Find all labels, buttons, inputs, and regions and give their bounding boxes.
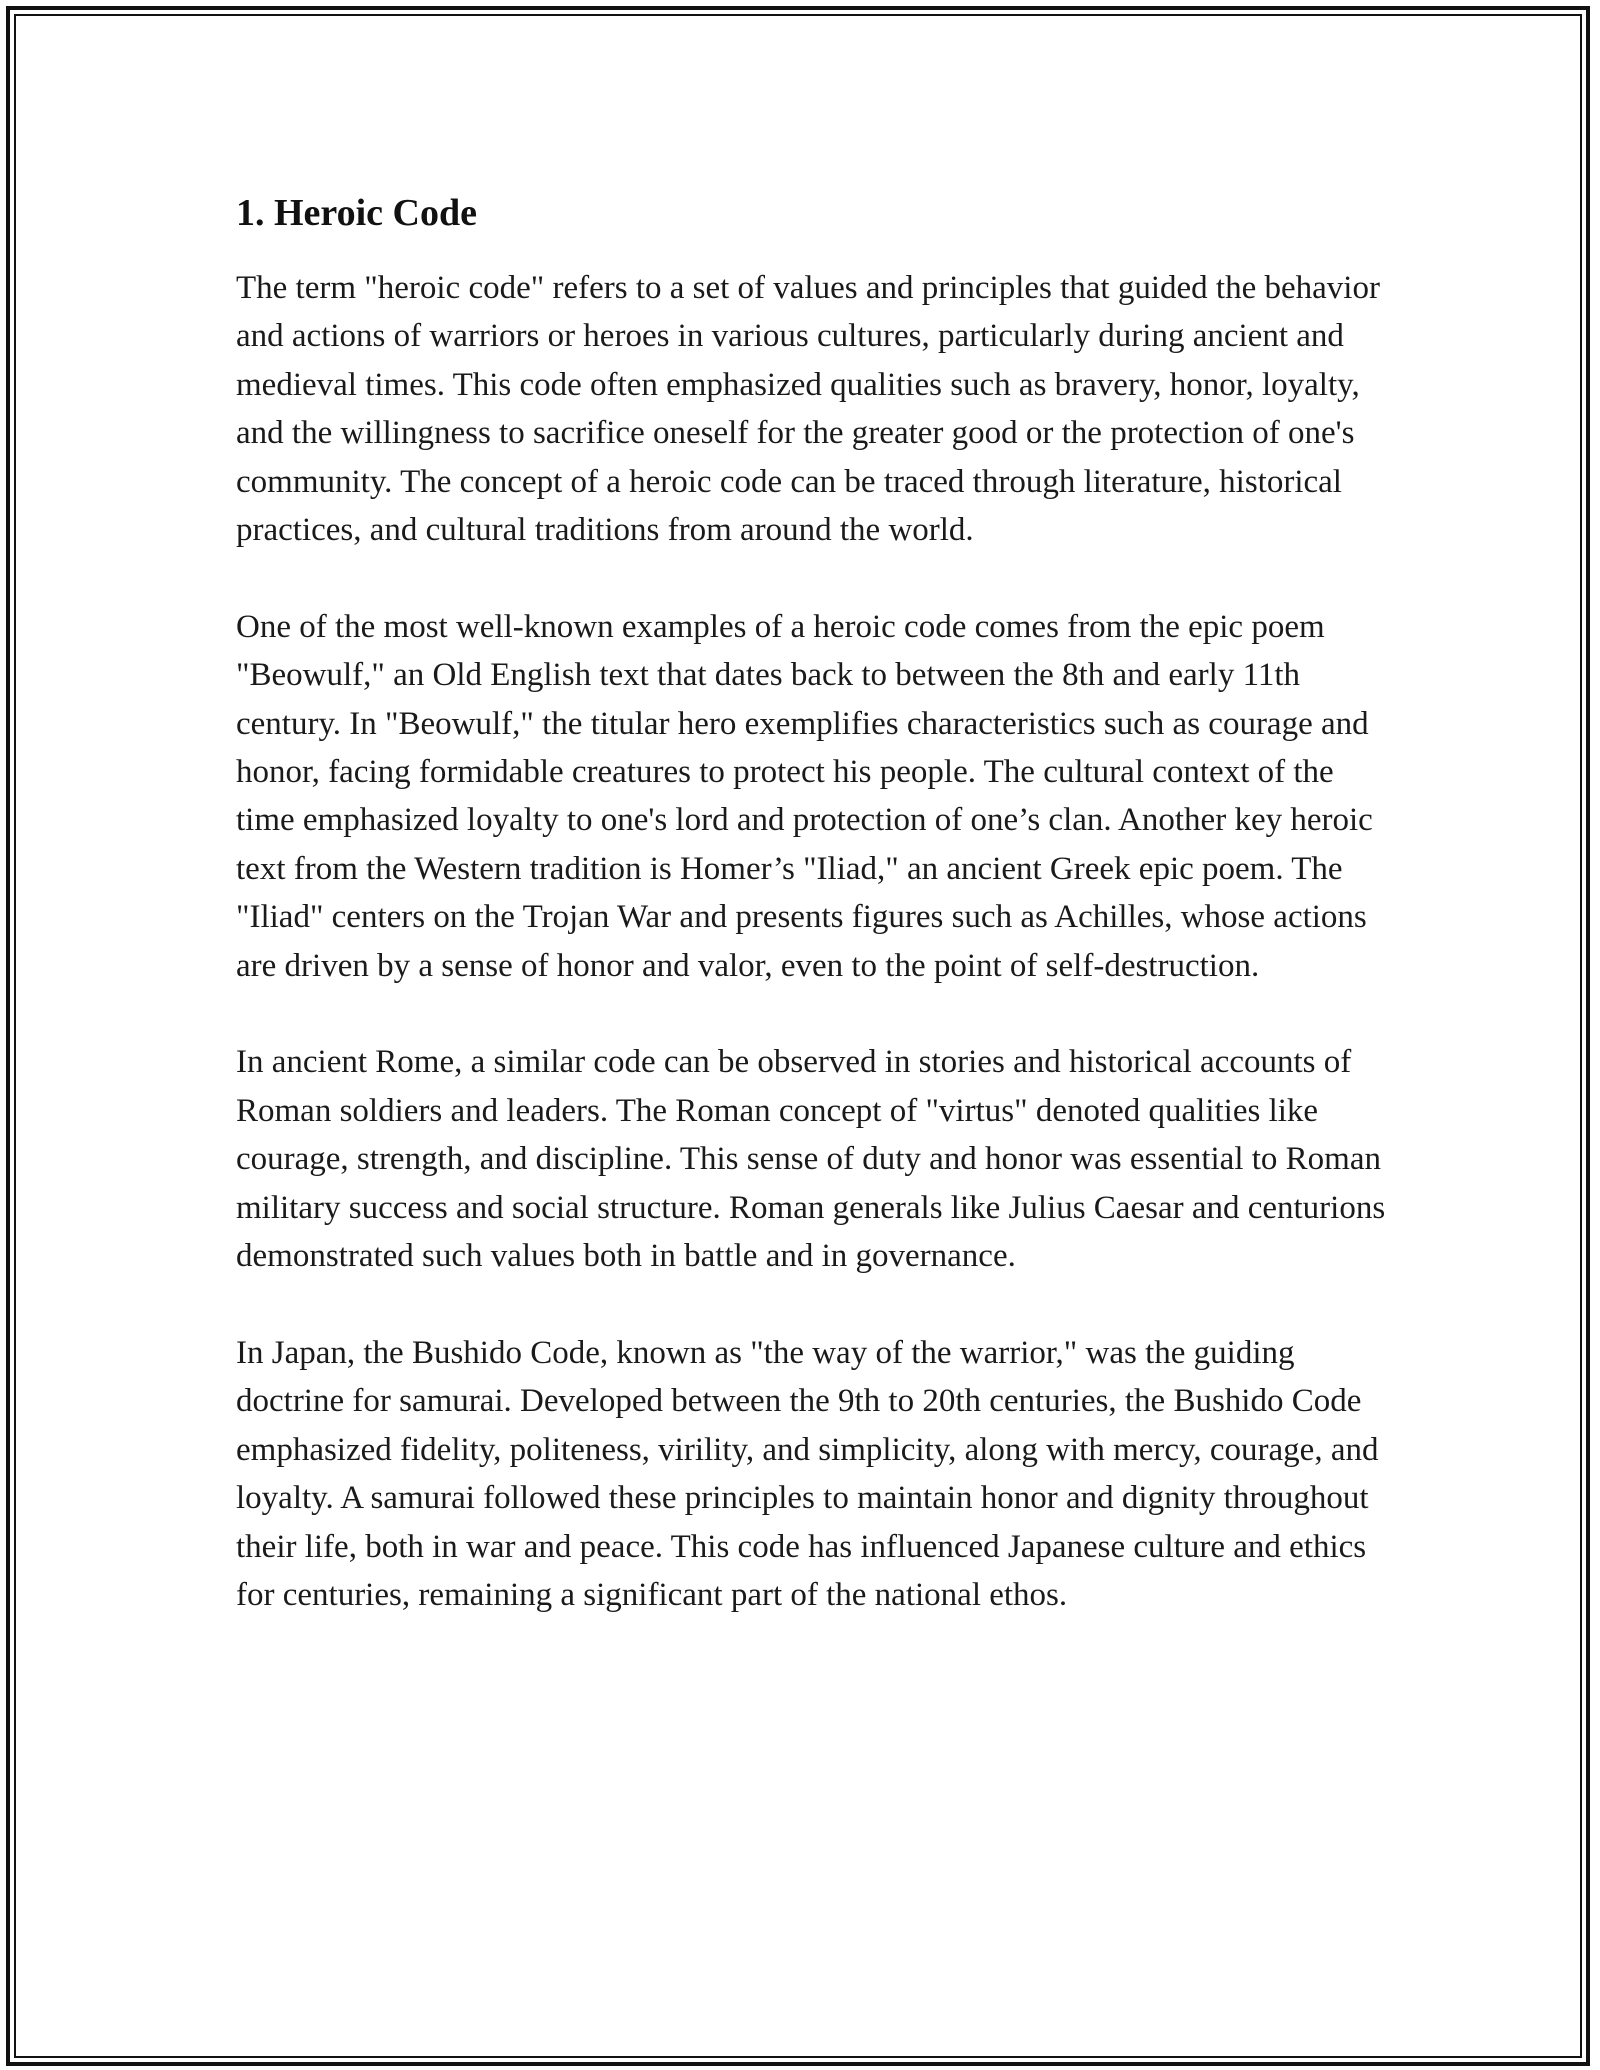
- paragraph-4: In Japan, the Bushido Code, known as "the way of the warrior," was the guiding doctrine for samurai. Developed between the 9th to 20th centuries, the Bushido Code emphasized fidelity, politeness, virility, and simplicity, along with mercy, courage, and loyalty. A samurai followed these principles to maintain honor and dignity throughout their life, both in war and peace. This code has influenced Japanese culture and ethics for centuries, remaining a significant part of the national ethos.: [236, 1334, 1379, 1613]
- paragraph-2: One of the most well-known examples of a heroic code comes from the epic poem "Beowulf," an Old English text that dates back to between the 8th and early 11th century. In "Beowulf," the titular hero exemplifies characteristics such as courage and honor, facing formidable creatures to protect his people. The cultural context of the time emphasized loyalty to one's lord and protection of one’s clan. Another key heroic text from the Western tradition is Homer’s "Iliad," an ancient Greek epic poem. The "Iliad" centers on the Trojan War and presents figures such as Achilles, whose actions are driven by a sense of honor and valor, even to the point of self-destruction.: [236, 608, 1373, 984]
- section-heading: 1. Heroic Code: [236, 192, 477, 234]
- paragraph-3: In ancient Rome, a similar code can be observed in stories and historical accounts of Roman soldiers and leaders. The Roman concept of "virtus" denoted qualities like courage, strength, and discipline. This sense of duty and honor was essential to Roman military success and social structure. Roman generals like Julius Caesar and centurions demonstrated such values both in battle and in governance.: [236, 1044, 1386, 1275]
- document-body: [236, 188, 1386, 1668]
- paragraph-1: The term "heroic code" refers to a set of values and principles that guided the behavior and actions of warriors or heroes in various cultures, particularly during ancient and medieval times. This code often emphasized qualities such as bravery, honor, loyalty, and the willingness to sacrifice oneself for the greater good or the protection of one's community. The concept of a heroic code can be traced through literature, historical practices, and cultural traditions from around the world.: [236, 270, 1380, 549]
